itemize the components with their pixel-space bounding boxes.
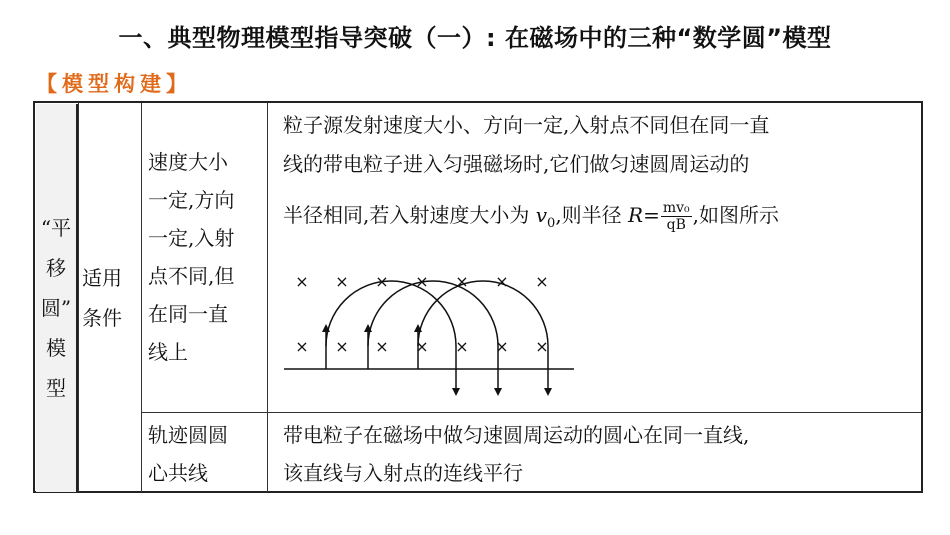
- row1-desc-line1: 粒子源发射速度大小、方向一定,入射点不同但在同一直: [283, 113, 770, 137]
- velocity-symbol: v: [535, 203, 548, 227]
- row-divider: [141, 412, 922, 413]
- model-name-text: [36, 208, 76, 408]
- formula-denominator: qB: [666, 217, 686, 233]
- condition-line: 轨迹圆圆: [148, 423, 228, 447]
- row2-desc-line1: 带电粒子在磁场中做匀速圆周运动的圆心在同一直线,: [283, 423, 750, 447]
- equals-sign: =: [643, 203, 660, 227]
- section-label: 【模型构建】: [36, 72, 192, 96]
- trajectory-arcs: [326, 281, 548, 392]
- desc-text: 半径相同,若入射速度大小为: [283, 203, 536, 227]
- row2-condition: [148, 416, 266, 492]
- radius-formula: [661, 200, 692, 233]
- model-name-cell: [36, 104, 78, 492]
- field-cross-symbol: ×: [375, 337, 389, 356]
- field-cross-symbol: ×: [495, 337, 509, 356]
- field-cross-symbol: ×: [295, 272, 309, 291]
- field-cross-symbol: ×: [535, 337, 549, 356]
- velocity-subscript: 0: [547, 216, 556, 231]
- condition-line: 线上: [148, 340, 188, 364]
- column-divider: [141, 103, 142, 492]
- applicable-label: [82, 258, 138, 338]
- row2-desc-line2: 该直线与入射点的连线平行: [283, 461, 523, 485]
- trajectory-arc: [418, 281, 548, 392]
- field-cross-symbol: ×: [335, 272, 349, 291]
- column-divider: [267, 103, 268, 492]
- magnetic-field-row: [295, 337, 548, 356]
- row1-desc-line2: 线的带电粒子进入匀强磁场时,它们做匀速圆周运动的: [283, 152, 750, 176]
- model-name-line: “平: [40, 216, 72, 240]
- desc-text: ,如图所示: [692, 203, 780, 227]
- field-cross-symbol: ×: [415, 337, 429, 356]
- condition-line: 点不同,但: [148, 264, 235, 288]
- applicable-label-line: 条件: [82, 306, 122, 330]
- field-cross-symbol: ×: [415, 272, 429, 291]
- condition-line: 一定,方向: [148, 188, 235, 212]
- field-cross-symbol: ×: [455, 337, 469, 356]
- field-cross-symbol: ×: [375, 272, 389, 291]
- model-name-line: 型: [46, 376, 66, 400]
- field-cross-symbol: ×: [335, 337, 349, 356]
- row1-condition: [148, 143, 266, 371]
- model-name-line: 圆”: [40, 296, 72, 320]
- condition-line: 一定,入射: [148, 226, 235, 250]
- formula-numerator: mv₀: [662, 200, 690, 216]
- column-divider: [78, 103, 79, 492]
- applicable-label-line: 适用: [82, 266, 122, 290]
- model-name-line: 模: [46, 336, 66, 360]
- page-title: 一、典型物理模型指导突破（一）: 在磁场中的三种“数学圆”模型: [118, 24, 832, 52]
- condition-line: 在同一直: [148, 302, 228, 326]
- translating-circles-diagram: [282, 262, 602, 402]
- field-cross-symbol: ×: [495, 272, 509, 291]
- field-cross-symbol: ×: [455, 272, 469, 291]
- field-cross-symbol: ×: [535, 272, 549, 291]
- condition-line: 速度大小: [148, 150, 228, 174]
- row1-desc-line3: [283, 196, 919, 243]
- desc-text: ,则半径: [555, 203, 629, 227]
- radius-symbol: R: [628, 203, 644, 227]
- condition-line: 心共线: [148, 461, 208, 485]
- model-name-line: 移: [46, 256, 66, 280]
- field-cross-symbol: ×: [295, 337, 309, 356]
